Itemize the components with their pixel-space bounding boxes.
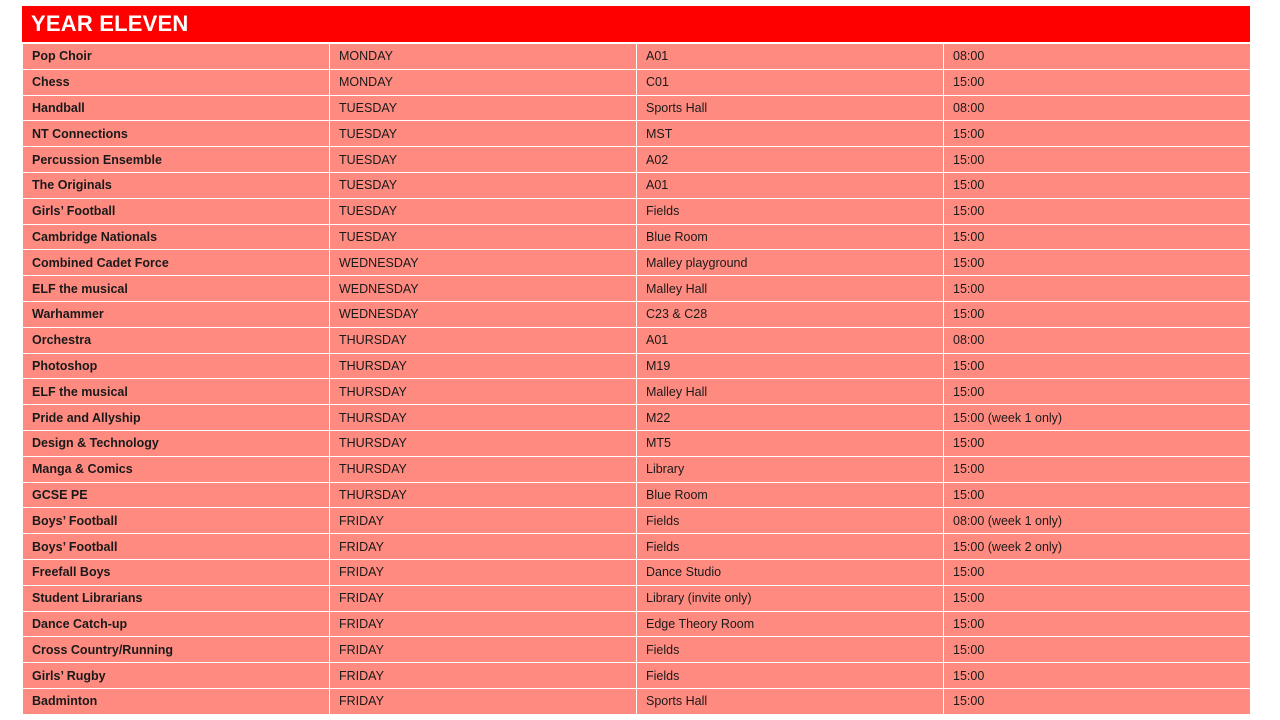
room-cell: A01 <box>637 327 944 353</box>
activity-cell: Dance Catch-up <box>23 611 330 637</box>
day-cell: TUESDAY <box>330 147 637 173</box>
time-cell: 15:00 <box>944 456 1251 482</box>
table-row <box>23 301 1251 327</box>
room-cell: Edge Theory Room <box>637 611 944 637</box>
activity-cell: Girls’ Rugby <box>23 663 330 689</box>
time-cell: 15:00 <box>944 172 1251 198</box>
time-cell: 15:00 (week 1 only) <box>944 405 1251 431</box>
room-cell: Malley Hall <box>637 276 944 302</box>
time-cell: 15:00 <box>944 637 1251 663</box>
day-cell: THURSDAY <box>330 327 637 353</box>
day-cell: FRIDAY <box>330 611 637 637</box>
day-cell: TUESDAY <box>330 198 637 224</box>
time-cell: 15:00 <box>944 611 1251 637</box>
room-cell: Fields <box>637 637 944 663</box>
day-cell: WEDNESDAY <box>330 250 637 276</box>
activity-cell: Warhammer <box>23 301 330 327</box>
page-title: YEAR ELEVEN <box>22 6 1250 42</box>
table-row <box>23 327 1251 353</box>
day-cell: FRIDAY <box>330 663 637 689</box>
day-cell: THURSDAY <box>330 379 637 405</box>
table-row <box>23 121 1251 147</box>
table-row <box>23 147 1251 173</box>
table-row <box>23 353 1251 379</box>
time-cell: 15:00 <box>944 430 1251 456</box>
time-cell: 15:00 <box>944 250 1251 276</box>
table-row <box>23 456 1251 482</box>
room-cell: Blue Room <box>637 224 944 250</box>
room-cell: Fields <box>637 508 944 534</box>
activity-cell: Cambridge Nationals <box>23 224 330 250</box>
time-cell: 15:00 <box>944 198 1251 224</box>
room-cell: MST <box>637 121 944 147</box>
table-row <box>23 198 1251 224</box>
activity-cell: Boys’ Football <box>23 508 330 534</box>
room-cell: Malley Hall <box>637 379 944 405</box>
time-cell: 15:00 <box>944 276 1251 302</box>
day-cell: FRIDAY <box>330 534 637 560</box>
room-cell: Dance Studio <box>637 559 944 585</box>
day-cell: TUESDAY <box>330 172 637 198</box>
activity-cell: Photoshop <box>23 353 330 379</box>
room-cell: A01 <box>637 172 944 198</box>
room-cell: Blue Room <box>637 482 944 508</box>
day-cell: THURSDAY <box>330 482 637 508</box>
table-row <box>23 559 1251 585</box>
room-cell: Sports Hall <box>637 688 944 714</box>
table-row <box>23 430 1251 456</box>
day-cell: FRIDAY <box>330 508 637 534</box>
room-cell: Library <box>637 456 944 482</box>
day-cell: MONDAY <box>330 69 637 95</box>
time-cell: 15:00 <box>944 301 1251 327</box>
activity-cell: Pop Choir <box>23 44 330 70</box>
activity-cell: Girls’ Football <box>23 198 330 224</box>
activity-cell: NT Connections <box>23 121 330 147</box>
table-row <box>23 611 1251 637</box>
table-row <box>23 508 1251 534</box>
table-row <box>23 95 1251 121</box>
room-cell: A01 <box>637 44 944 70</box>
activity-cell: Combined Cadet Force <box>23 250 330 276</box>
room-cell: C23 & C28 <box>637 301 944 327</box>
day-cell: THURSDAY <box>330 430 637 456</box>
room-cell: A02 <box>637 147 944 173</box>
table-row <box>23 276 1251 302</box>
time-cell: 15:00 <box>944 482 1251 508</box>
day-cell: FRIDAY <box>330 688 637 714</box>
day-cell: FRIDAY <box>330 559 637 585</box>
activities-table-body <box>23 44 1251 715</box>
activity-cell: ELF the musical <box>23 379 330 405</box>
activity-cell: Freefall Boys <box>23 559 330 585</box>
time-cell: 15:00 <box>944 121 1251 147</box>
table-row <box>23 405 1251 431</box>
room-cell: MT5 <box>637 430 944 456</box>
activity-cell: GCSE PE <box>23 482 330 508</box>
room-cell: C01 <box>637 69 944 95</box>
activity-cell: ELF the musical <box>23 276 330 302</box>
room-cell: Fields <box>637 198 944 224</box>
table-row <box>23 534 1251 560</box>
activity-cell: Percussion Ensemble <box>23 147 330 173</box>
day-cell: FRIDAY <box>330 585 637 611</box>
time-cell: 15:00 <box>944 69 1251 95</box>
activity-cell: Pride and Allyship <box>23 405 330 431</box>
table-row <box>23 637 1251 663</box>
activity-cell: Badminton <box>23 688 330 714</box>
activity-cell: Design & Technology <box>23 430 330 456</box>
activity-cell: The Originals <box>23 172 330 198</box>
day-cell: THURSDAY <box>330 405 637 431</box>
activity-cell: Boys’ Football <box>23 534 330 560</box>
day-cell: TUESDAY <box>330 121 637 147</box>
day-cell: THURSDAY <box>330 353 637 379</box>
time-cell: 15:00 <box>944 688 1251 714</box>
activity-cell: Cross Country/Running <box>23 637 330 663</box>
activities-table <box>22 43 1251 715</box>
time-cell: 08:00 <box>944 327 1251 353</box>
table-row <box>23 482 1251 508</box>
time-cell: 08:00 (week 1 only) <box>944 508 1251 534</box>
table-row <box>23 688 1251 714</box>
table-row <box>23 250 1251 276</box>
time-cell: 08:00 <box>944 95 1251 121</box>
room-cell: Fields <box>637 534 944 560</box>
table-row <box>23 44 1251 70</box>
time-cell: 15:00 <box>944 147 1251 173</box>
room-cell: Malley playground <box>637 250 944 276</box>
time-cell: 15:00 <box>944 353 1251 379</box>
table-row <box>23 172 1251 198</box>
time-cell: 15:00 <box>944 585 1251 611</box>
time-cell: 15:00 <box>944 379 1251 405</box>
day-cell: WEDNESDAY <box>330 276 637 302</box>
activity-cell: Manga & Comics <box>23 456 330 482</box>
day-cell: TUESDAY <box>330 95 637 121</box>
table-row <box>23 663 1251 689</box>
room-cell: Fields <box>637 663 944 689</box>
room-cell: M19 <box>637 353 944 379</box>
activity-cell: Student Librarians <box>23 585 330 611</box>
room-cell: M22 <box>637 405 944 431</box>
time-cell: 08:00 <box>944 44 1251 70</box>
day-cell: TUESDAY <box>330 224 637 250</box>
day-cell: THURSDAY <box>330 456 637 482</box>
time-cell: 15:00 <box>944 559 1251 585</box>
table-row <box>23 585 1251 611</box>
time-cell: 15:00 <box>944 224 1251 250</box>
room-cell: Sports Hall <box>637 95 944 121</box>
activity-cell: Chess <box>23 69 330 95</box>
day-cell: FRIDAY <box>330 637 637 663</box>
time-cell: 15:00 <box>944 663 1251 689</box>
table-row <box>23 69 1251 95</box>
room-cell: Library (invite only) <box>637 585 944 611</box>
table-row <box>23 224 1251 250</box>
table-row <box>23 379 1251 405</box>
time-cell: 15:00 (week 2 only) <box>944 534 1251 560</box>
day-cell: WEDNESDAY <box>330 301 637 327</box>
activity-cell: Handball <box>23 95 330 121</box>
day-cell: MONDAY <box>330 44 637 70</box>
activity-cell: Orchestra <box>23 327 330 353</box>
